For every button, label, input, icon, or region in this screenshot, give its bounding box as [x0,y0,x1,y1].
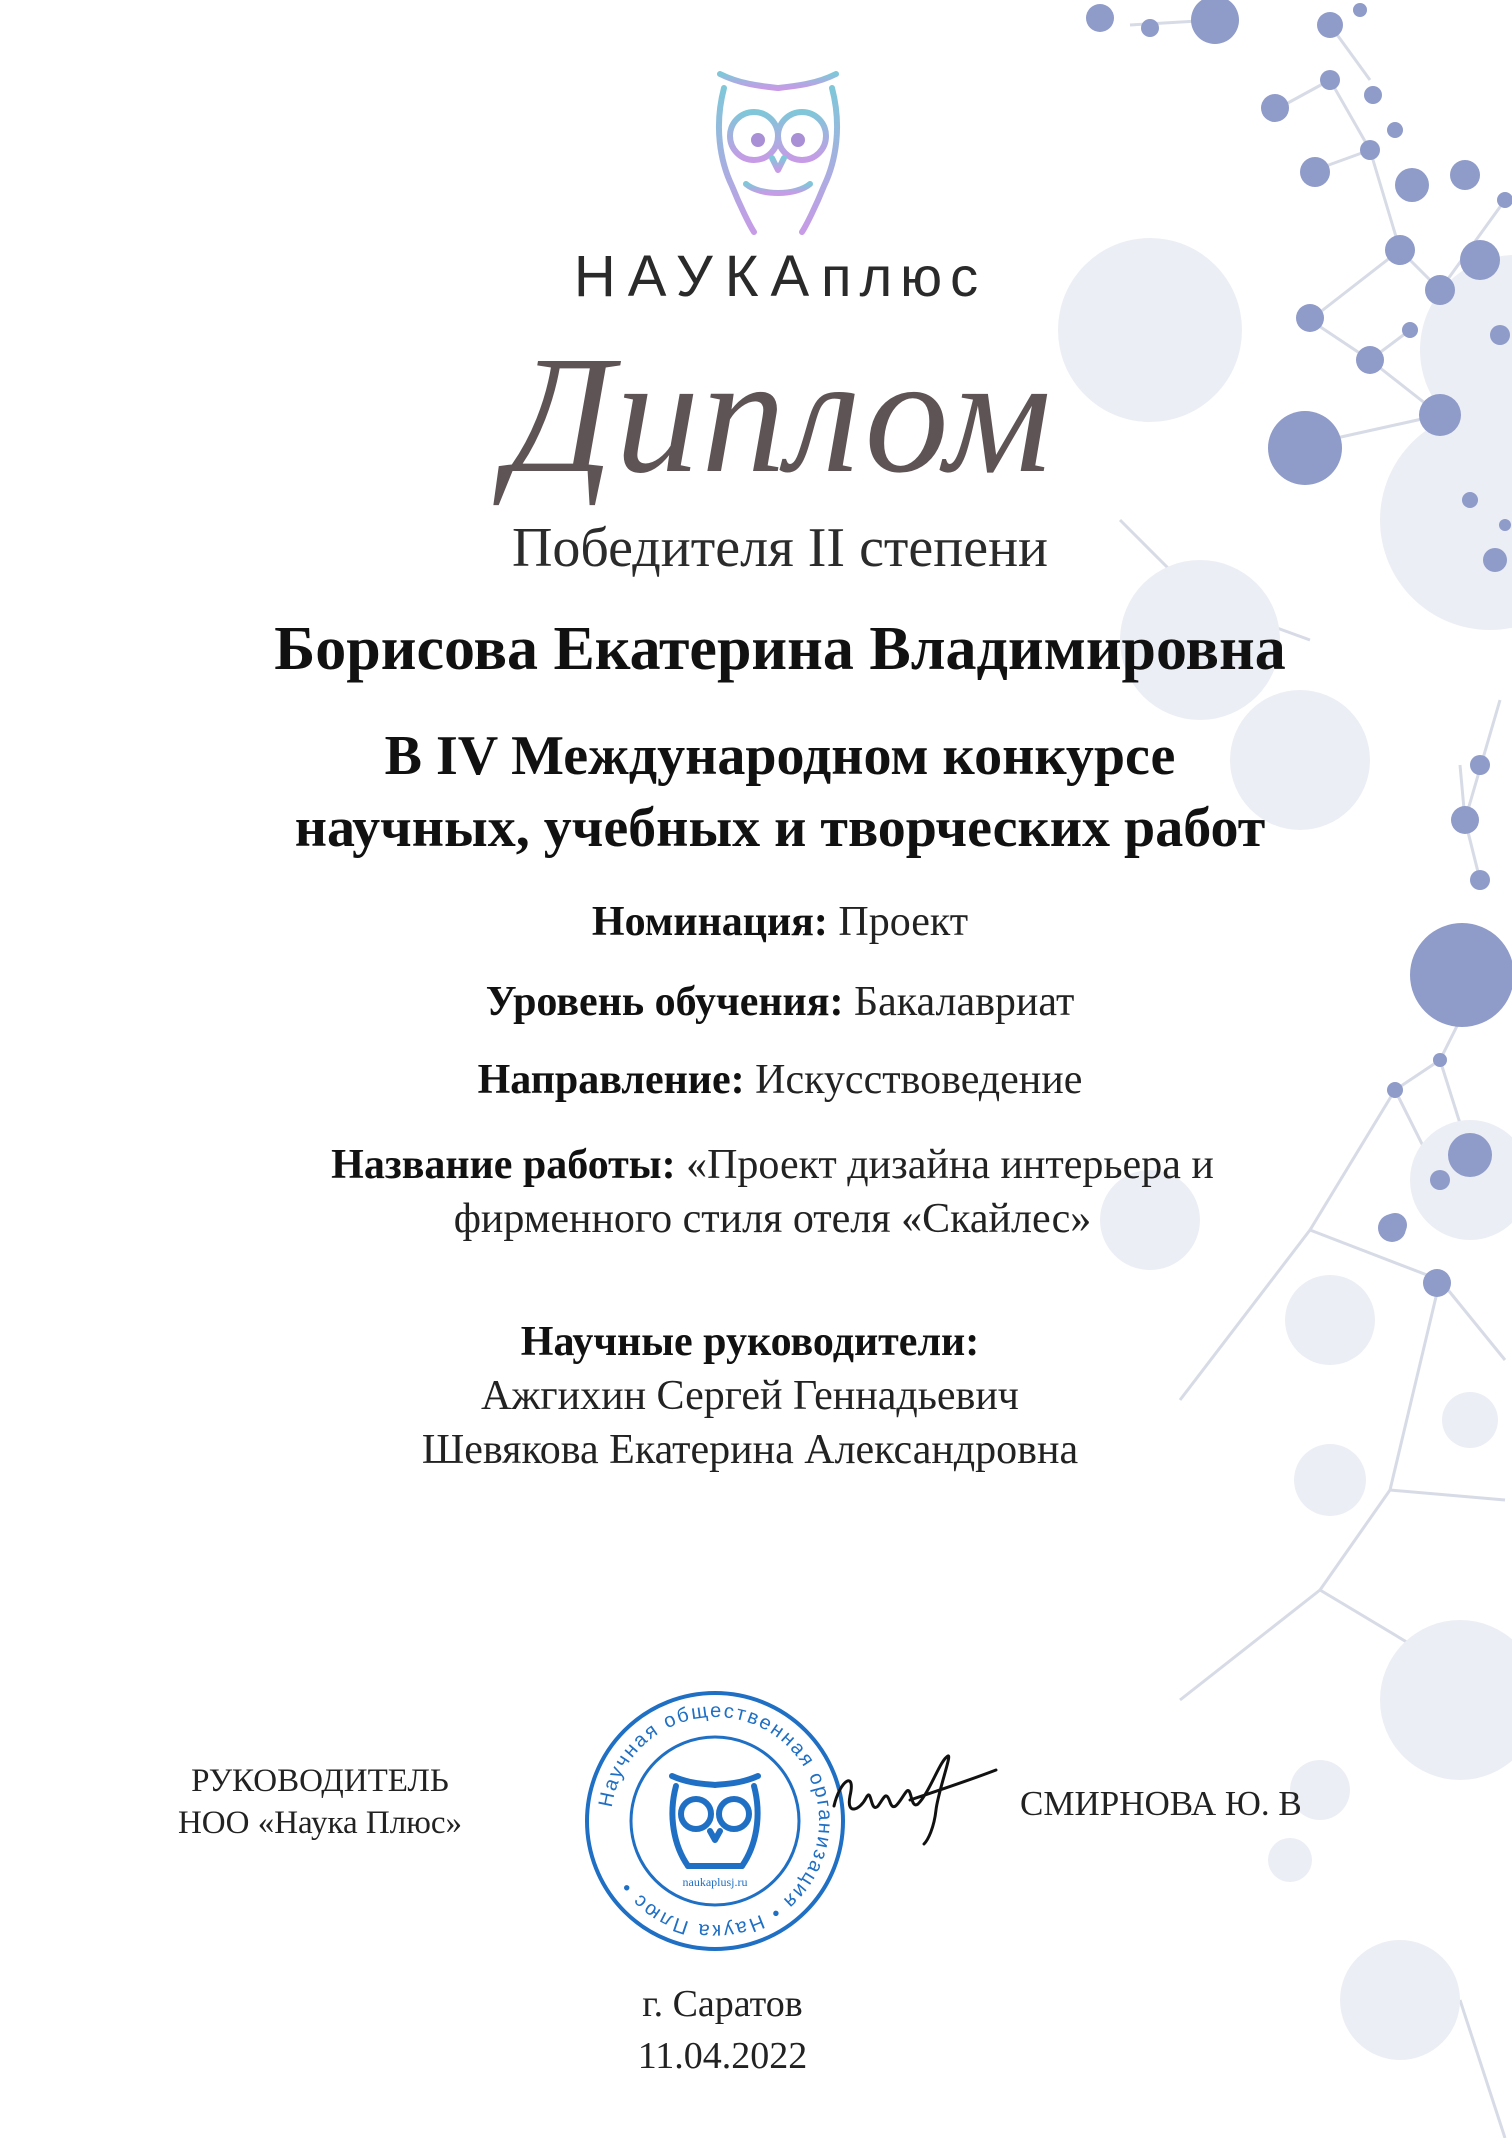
head-role-line-1: РУКОВОДИТЕЛЬ [191,1763,449,1799]
city: г. Саратов [642,1983,803,2025]
work-label: Название работы: [331,1142,676,1188]
recipient-name: Борисова Екатерина Владимировна [274,615,1286,683]
nomination-row [0,898,1512,946]
diploma-title: Диплом [506,322,1054,508]
level-value: Бакалавриат [853,979,1075,1025]
direction-row [0,1056,1512,1104]
supervisor-name: Шевякова Екатерина Александровна [421,1427,1079,1473]
diploma-degree: Победителя II степени [511,517,1049,579]
brand-name [0,243,1512,310]
contest-line-1: В IV Международном конкурсе [384,725,1176,787]
brand-main: НАУКА [573,244,822,309]
head-role [160,1760,480,1844]
nomination-label: Номинация: [591,899,828,945]
contest-line-2: научных, учебных и творческих работ [294,797,1266,859]
direction-value: Искусствоведение [755,1057,1083,1103]
supervisors-title: Научные руководители: [520,1319,980,1365]
direction-label: Направление: [477,1057,745,1103]
signature [820,1740,1000,1850]
head-role-line-2: НОО «Наука Плюс» [177,1805,463,1841]
stamp-ring-text: Научная общественная организация • Наука Плюс • [594,1699,837,1943]
nomination-value: Проект [838,899,969,945]
level-label: Уровень обучения: [485,979,844,1025]
brand-sub: плюс [821,245,987,308]
level-row [0,978,1512,1026]
stamp-owl-icon [672,1776,758,1866]
work-title-row [0,1138,1512,1246]
organization-stamp [580,1686,850,1956]
head-name: СМИРНОВА Ю. В [1020,1784,1302,1823]
supervisor-name: Ажгихин Сергей Геннадьевич [481,1373,1019,1419]
stamp-site: naukaplusj.ru [682,1875,748,1889]
contest-name [0,720,1512,864]
date: 11.04.2022 [637,2035,808,2077]
work-value-line-2: фирменного стиля отеля «Скайлес» [453,1196,1092,1242]
owl-logo-icon [710,66,846,238]
work-value-line-1: «Проект дизайна интерьера и [686,1142,1214,1188]
